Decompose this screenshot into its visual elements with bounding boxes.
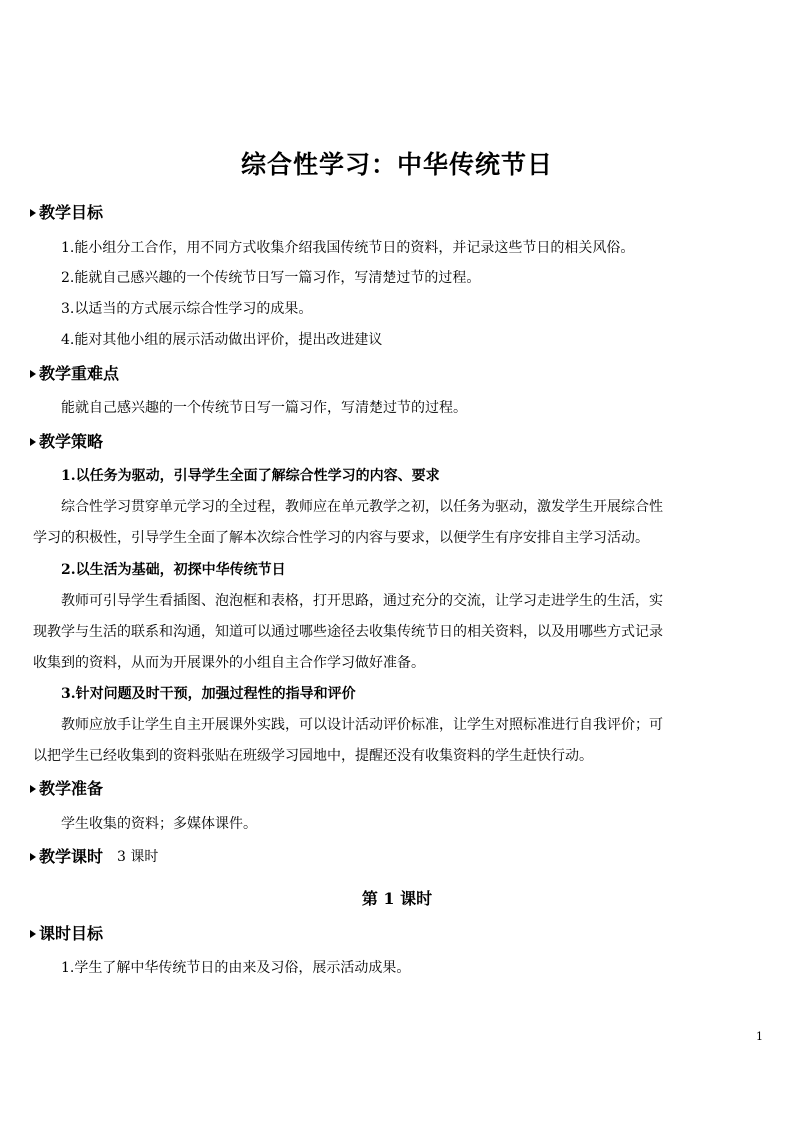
triangle-bullet-icon — [30, 853, 36, 861]
section-heading-lesson-goals — [30, 923, 103, 945]
strategy-paragraph-line: 学习的积极性，引导学生全面了解本次综合性学习的内容与要求，以便学生有序安排自主学习活动。 — [33, 530, 649, 546]
strategy-paragraph-line: 现教学与生活的联系和沟通，知道可以通过哪些途径去收集传统节日的相关资料，以及用哪些方式记录 — [33, 624, 663, 640]
strategy-paragraph-line: 教师可引导学生看插图、泡泡框和表格，打开思路，通过充分的交流，让学习走进学生的生活，实 — [61, 593, 663, 609]
strategy-subheading: 3.针对问题及时干预，加强过程性的指导和评价 — [61, 686, 356, 702]
goal-item: 2.能就自己感兴趣的一个传统节日写一篇习作，写清楚过节的过程。 — [61, 270, 481, 286]
triangle-bullet-icon — [30, 930, 36, 938]
lesson-goal-item: 1.学生了解中华传统节日的由来及习俗，展示活动成果。 — [61, 960, 411, 976]
lesson-title: 第 1 课时 — [361, 889, 433, 908]
strategy-subheading: 2.以生活为基础，初探中华传统节日 — [61, 562, 286, 578]
section-heading-label: 教学课时 — [39, 847, 104, 866]
triangle-bullet-icon — [30, 785, 36, 793]
section-heading-strategies — [30, 431, 103, 453]
preparation-text: 学生收集的资料；多媒体课件。 — [61, 816, 257, 832]
section-heading-periods — [30, 846, 158, 868]
goal-item: 3.以适当的方式展示综合性学习的成果。 — [61, 301, 313, 317]
strategy-paragraph-line: 以把学生已经收集到的资料张贴在班级学习园地中，提醒还没有收集资料的学生赶快行动。 — [33, 748, 593, 764]
strategy-subheading: 1.以任务为驱动，引导学生全面了解综合性学习的内容、要求 — [61, 468, 440, 484]
section-heading-label: 课时目标 — [39, 924, 104, 943]
strategy-paragraph-line: 收集到的资料，从而为开展课外的小组自主合作学习做好准备。 — [33, 655, 425, 671]
triangle-bullet-icon — [30, 370, 36, 378]
triangle-bullet-icon — [30, 209, 36, 217]
section-heading-label: 教学目标 — [39, 203, 104, 222]
strategy-paragraph-line: 综合性学习贯穿单元学习的全过程，教师应在单元教学之初，以任务为驱动，激发学生开展综合性 — [61, 499, 663, 515]
key-points-text: 能就自己感兴趣的一个传统节日写一篇习作，写清楚过节的过程。 — [61, 400, 467, 416]
section-heading-goals — [30, 202, 103, 224]
section-heading-key-points — [30, 363, 119, 385]
strategy-paragraph-line: 教师应放手让学生自主开展课外实践，可以设计活动评价标准，让学生对照标准进行自我评价；可 — [61, 717, 663, 733]
goal-item: 4.能对其他小组的展示活动做出评价，提出改进建议 — [61, 332, 383, 348]
page-title: 综合性学习：中华传统节日 — [240, 150, 553, 179]
page-number: 1 — [756, 1030, 763, 1043]
goal-item: 1.能小组分工合作，用不同方式收集介绍我国传统节日的资料，并记录这些节日的相关风俗。 — [61, 240, 635, 256]
section-heading-label: 教学重难点 — [39, 364, 120, 383]
triangle-bullet-icon — [30, 438, 36, 446]
section-heading-preparation — [30, 778, 103, 800]
section-heading-label: 教学准备 — [39, 779, 104, 798]
periods-value: 3 课时 — [117, 849, 159, 865]
section-heading-label: 教学策略 — [39, 432, 104, 451]
